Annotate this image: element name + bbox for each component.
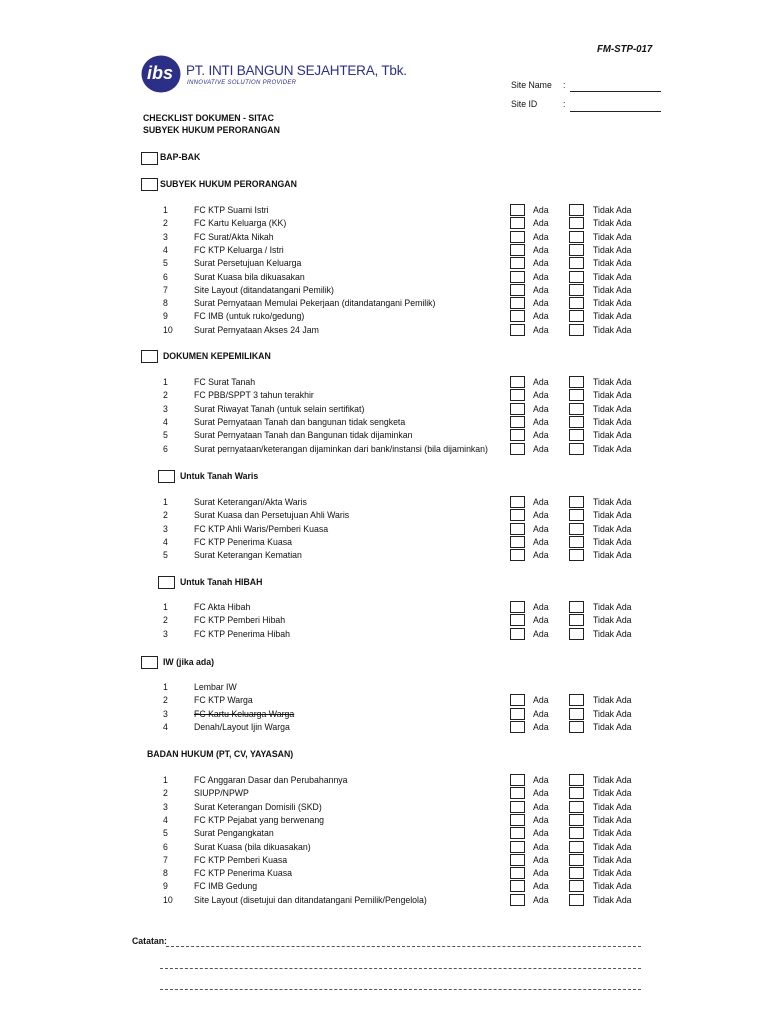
company-tagline: INNOVATIVE SOLUTION PROVIDER [187,80,297,86]
ada-checkbox[interactable] [510,827,525,839]
item-number: 2 [163,788,168,800]
item-label: Site Layout (disetujui dan ditandatangani Pemilik/Pengelola) [194,894,427,906]
ada-checkbox[interactable] [510,284,525,296]
tidak-ada-checkbox[interactable] [569,880,584,892]
checklist-row [0,430,768,443]
ada-label: Ada [533,814,549,826]
item-number: 4 [163,721,168,733]
checklist-row [0,881,768,894]
item-number: 9 [163,881,168,893]
ada-checkbox[interactable] [510,536,525,548]
ada-checkbox[interactable] [510,880,525,892]
company-logo [141,55,181,93]
hibah-title: Untuk Tanah HIBAH [180,577,263,588]
item-number: 5 [163,828,168,840]
checklist-row [0,232,768,245]
ada-checkbox[interactable] [510,257,525,269]
ada-checkbox[interactable] [510,854,525,866]
tidak-ada-checkbox[interactable] [569,324,584,336]
tidak-ada-label: Tidak Ada [593,868,632,880]
ada-label: Ada [533,708,549,720]
item-label: Surat Pernyataan Tanah dan Bangunan tidak dijaminkan [194,430,413,442]
item-number: 1 [163,205,168,216]
tidak-ada-checkbox[interactable] [569,284,584,296]
tidak-ada-label: Tidak Ada [593,298,632,310]
tidak-ada-checkbox[interactable] [569,841,584,853]
ada-checkbox[interactable] [510,694,525,706]
tidak-ada-label: Tidak Ada [593,510,632,522]
tidak-ada-label: Tidak Ada [593,324,632,336]
item-label: Surat Pengangkatan [194,828,274,840]
bap-checkbox[interactable] [141,152,158,165]
item-label: Surat Kuasa bila dikuasakan [194,271,305,283]
ada-checkbox[interactable] [510,614,525,626]
ada-label: Ada [533,258,549,270]
checklist-row [0,682,768,695]
company-name: PT. INTI BANGUN SEJAHTERA, Tbk. [186,63,407,78]
ada-checkbox[interactable] [510,244,525,256]
tidak-ada-checkbox[interactable] [569,601,584,613]
checklist-row [0,524,768,537]
checklist-row [0,709,768,722]
ada-checkbox[interactable] [510,774,525,786]
tidak-ada-checkbox[interactable] [569,694,584,706]
ada-checkbox[interactable] [510,429,525,441]
tidak-ada-checkbox[interactable] [569,257,584,269]
checklist-row [0,311,768,324]
ada-label: Ada [533,311,549,323]
ada-label: Ada [533,284,549,296]
item-label: FC IMB Gedung [194,881,258,893]
ada-checkbox[interactable] [510,721,525,733]
checklist-row [0,828,768,841]
tidak-ada-label: Tidak Ada [593,721,632,733]
item-number: 5 [163,430,168,442]
checklist-row [0,390,768,403]
ada-label: Ada [533,775,549,786]
checklist-row [0,815,768,828]
item-number: 4 [163,814,168,826]
ada-checkbox[interactable] [510,787,525,799]
item-number: 1 [163,602,168,613]
item-number: 8 [163,298,168,310]
item-number: 3 [163,708,168,720]
tidak-ada-label: Tidak Ada [593,205,632,216]
tidak-ada-checkbox[interactable] [569,536,584,548]
catatan-line-2[interactable] [160,968,641,969]
tidak-ada-checkbox[interactable] [569,271,584,283]
ada-label: Ada [533,841,549,853]
item-number: 2 [163,510,168,522]
item-label: Surat Kuasa (bila dikuasakan) [194,841,311,853]
ada-checkbox[interactable] [510,523,525,535]
item-label: Surat Keterangan Domisili (SKD) [194,801,322,813]
waris-checkbox[interactable] [158,470,175,483]
ada-label: Ada [533,497,549,508]
checklist-row [0,258,768,271]
item-label: FC PBB/SPPT 3 tahun terakhir [194,390,314,402]
tidak-ada-label: Tidak Ada [593,801,632,813]
item-label: Denah/Layout Ijin Warga [194,721,290,733]
tidak-ada-label: Tidak Ada [593,390,632,402]
item-number: 9 [163,311,168,323]
site-id-field[interactable] [570,111,661,112]
ada-label: Ada [533,550,549,562]
ada-label: Ada [533,205,549,216]
tidak-ada-label: Tidak Ada [593,602,632,613]
item-label: Surat pernyataan/keterangan dijaminkan dari bank/instansi (bila dijaminkan) [194,443,488,455]
checklist-row [0,245,768,258]
ada-label: Ada [533,231,549,243]
ada-label: Ada [533,523,549,535]
tidak-ada-label: Tidak Ada [593,708,632,720]
item-label: Surat Riwayat Tanah (untuk selain sertifikat) [194,403,365,415]
waris-title: Untuk Tanah Waris [180,471,259,482]
checklist-row [0,325,768,338]
tidak-ada-checkbox[interactable] [569,854,584,866]
item-label: FC KTP Suami Istri [194,205,269,216]
checklist-row [0,788,768,801]
checklist-row [0,444,768,457]
ada-checkbox[interactable] [510,496,525,508]
checklist-row [0,775,768,788]
ada-checkbox[interactable] [510,509,525,521]
ada-checkbox[interactable] [510,310,525,322]
ada-label: Ada [533,868,549,880]
checklist-row [0,855,768,868]
item-number: 6 [163,841,168,853]
catatan-label: Catatan: [132,936,167,947]
item-number: 3 [163,403,168,415]
ada-label: Ada [533,298,549,310]
item-number: 4 [163,416,168,428]
ada-checkbox[interactable] [510,324,525,336]
item-number: 10 [163,324,173,336]
item-number: 6 [163,443,168,455]
item-number: 7 [163,284,168,296]
item-number: 5 [163,550,168,562]
checklist-row [0,285,768,298]
tidak-ada-checkbox[interactable] [569,231,584,243]
tidak-ada-label: Tidak Ada [593,615,632,627]
ada-label: Ada [533,788,549,800]
item-label: FC KTP Penerima Hibah [194,628,291,640]
ada-checkbox[interactable] [510,867,525,879]
ada-label: Ada [533,218,549,230]
item-label: Surat Persetujuan Keluarga [194,258,302,270]
hibah-checkbox[interactable] [158,576,175,589]
tidak-ada-label: Tidak Ada [593,218,632,230]
tidak-ada-checkbox[interactable] [569,867,584,879]
site-name-label: Site Name [511,80,552,91]
item-number: 1 [163,377,168,388]
ada-checkbox[interactable] [510,389,525,401]
ada-label: Ada [533,602,549,613]
item-label: Site Layout (ditandatangani Pemilik) [194,284,334,296]
doc-title: CHECKLIST DOKUMEN - SITAC [143,113,274,124]
checklist-row [0,218,768,231]
item-label: Surat Pernyataan Tanah dan bangunan tidak sengketa [194,416,406,428]
ada-label: Ada [533,377,549,388]
item-label: FC Surat Tanah [194,377,256,388]
checklist-row [0,868,768,881]
perorangan-checkbox[interactable] [141,178,158,191]
checklist-row [0,417,768,430]
item-label: Lembar IW [194,682,237,693]
item-number: 2 [163,615,168,627]
ada-label: Ada [533,894,549,906]
tidak-ada-label: Tidak Ada [593,536,632,548]
tidak-ada-label: Tidak Ada [593,443,632,455]
item-number: 3 [163,231,168,243]
tidak-ada-checkbox[interactable] [569,389,584,401]
badan-title: BADAN HUKUM (PT, CV, YAYASAN) [147,749,294,760]
tidak-ada-label: Tidak Ada [593,416,632,428]
ada-checkbox[interactable] [510,628,525,640]
item-label: FC Kartu Keluarga (KK) [194,218,287,230]
tidak-ada-label: Tidak Ada [593,788,632,800]
ada-label: Ada [533,430,549,442]
tidak-ada-label: Tidak Ada [593,430,632,442]
catatan-line-3[interactable] [160,989,641,990]
item-label: FC Akta Hibah [194,602,251,613]
checklist-row [0,602,768,615]
ada-checkbox[interactable] [510,416,525,428]
checklist-row [0,695,768,708]
item-number: 1 [163,775,168,786]
ada-checkbox[interactable] [510,376,525,388]
iw-title: IW (jika ada) [163,657,215,668]
tidak-ada-checkbox[interactable] [569,827,584,839]
tidak-ada-label: Tidak Ada [593,775,632,786]
item-number: 1 [163,682,168,693]
ada-checkbox[interactable] [510,443,525,455]
ada-label: Ada [533,801,549,813]
ada-checkbox[interactable] [510,894,525,906]
item-number: 2 [163,218,168,230]
ada-checkbox[interactable] [510,601,525,613]
item-label: Surat Pernyataan Akses 24 Jam [194,324,319,336]
form-code: FM-STP-017 [597,43,653,55]
tidak-ada-checkbox[interactable] [569,443,584,455]
tidak-ada-checkbox[interactable] [569,628,584,640]
site-name-field[interactable] [570,91,661,92]
item-label: FC KTP Pejabat yang berwenang [194,814,325,826]
item-number: 10 [163,894,173,906]
ada-checkbox[interactable] [510,217,525,229]
item-label: FC Kartu Keluarga Warga [194,708,295,720]
tidak-ada-label: Tidak Ada [593,854,632,866]
tidak-ada-label: Tidak Ada [593,497,632,508]
tidak-ada-label: Tidak Ada [593,881,632,893]
tidak-ada-checkbox[interactable] [569,310,584,322]
checklist-row [0,537,768,550]
ada-label: Ada [533,536,549,548]
item-number: 2 [163,695,168,707]
ada-label: Ada [533,443,549,455]
checklist-row [0,629,768,642]
tidak-ada-label: Tidak Ada [593,311,632,323]
ada-label: Ada [533,881,549,893]
ada-label: Ada [533,390,549,402]
item-number: 7 [163,854,168,866]
doc-subtitle: SUBYEK HUKUM PERORANGAN [143,125,280,136]
tidak-ada-checkbox[interactable] [569,204,584,216]
ada-checkbox[interactable] [510,297,525,309]
tidak-ada-checkbox[interactable] [569,549,584,561]
ada-label: Ada [533,721,549,733]
bap-title: BAP-BAK [160,152,201,163]
item-number: 3 [163,801,168,813]
tidak-ada-checkbox[interactable] [569,496,584,508]
item-label: FC KTP Penerima Kuasa [194,536,292,548]
item-number: 3 [163,628,168,640]
logo-text: ibs [147,63,174,83]
item-label: Surat Pernyataan Memulai Pekerjaan (ditandatangani Pemilik) [194,298,436,310]
item-number: 6 [163,271,168,283]
item-label: Surat Keterangan Kematian [194,550,302,562]
ada-checkbox[interactable] [510,231,525,243]
tidak-ada-checkbox[interactable] [569,774,584,786]
ada-checkbox[interactable] [510,549,525,561]
item-number: 3 [163,523,168,535]
tidak-ada-checkbox[interactable] [569,297,584,309]
item-label: FC KTP Penerima Kuasa [194,868,292,880]
item-label: Surat Keterangan/Akta Waris [194,497,307,508]
tidak-ada-label: Tidak Ada [593,628,632,640]
ada-label: Ada [533,403,549,415]
checklist-row [0,550,768,563]
checklist-row [0,615,768,628]
iw-checkbox[interactable] [141,656,158,669]
ada-label: Ada [533,271,549,283]
tidak-ada-checkbox[interactable] [569,787,584,799]
tidak-ada-checkbox[interactable] [569,614,584,626]
ada-checkbox[interactable] [510,708,525,720]
checklist-row [0,377,768,390]
ada-checkbox[interactable] [510,801,525,813]
checklist-row [0,895,768,908]
tidak-ada-label: Tidak Ada [593,403,632,415]
checklist-row [0,802,768,815]
tidak-ada-checkbox[interactable] [569,801,584,813]
ada-checkbox[interactable] [510,814,525,826]
tidak-ada-label: Tidak Ada [593,231,632,243]
tidak-ada-checkbox[interactable] [569,708,584,720]
site-id-label: Site ID [511,99,538,110]
site-id-sep: : [563,99,566,110]
item-label: FC Surat/Akta Nikah [194,231,274,243]
item-label: FC KTP Keluarga / Istri [194,244,284,256]
item-number: 2 [163,390,168,402]
tidak-ada-label: Tidak Ada [593,814,632,826]
tidak-ada-checkbox[interactable] [569,416,584,428]
ada-checkbox[interactable] [510,841,525,853]
tidak-ada-checkbox[interactable] [569,814,584,826]
ada-label: Ada [533,615,549,627]
ada-label: Ada [533,324,549,336]
site-name-sep: : [563,80,566,91]
item-label: Surat Kuasa dan Persetujuan Ahli Waris [194,510,350,522]
catatan-line-1[interactable] [166,946,641,947]
item-label: FC KTP Ahli Waris/Pemberi Kuasa [194,523,329,535]
item-number: 1 [163,497,168,508]
item-label: FC IMB (untuk ruko/gedung) [194,311,305,323]
checklist-row [0,272,768,285]
tidak-ada-label: Tidak Ada [593,841,632,853]
item-label: FC KTP Warga [194,695,253,707]
ada-label: Ada [533,695,549,707]
tidak-ada-label: Tidak Ada [593,550,632,562]
tidak-ada-label: Tidak Ada [593,695,632,707]
checklist-row [0,510,768,523]
checklist-row [0,404,768,417]
tidak-ada-checkbox[interactable] [569,403,584,415]
tidak-ada-checkbox[interactable] [569,429,584,441]
ada-checkbox[interactable] [510,204,525,216]
perorangan-title: SUBYEK HUKUM PERORANGAN [160,179,297,190]
item-number: 4 [163,536,168,548]
tidak-ada-label: Tidak Ada [593,377,632,388]
item-label: SIUPP/NPWP [194,788,249,800]
kepemilikan-checkbox[interactable] [141,350,158,363]
checklist-row [0,842,768,855]
item-number: 8 [163,868,168,880]
tidak-ada-checkbox[interactable] [569,244,584,256]
tidak-ada-label: Tidak Ada [593,828,632,840]
item-label: FC KTP Pemberi Hibah [194,615,286,627]
item-label: FC KTP Pemberi Kuasa [194,854,288,866]
checklist-row [0,205,768,218]
ada-label: Ada [533,510,549,522]
tidak-ada-label: Tidak Ada [593,894,632,906]
ada-checkbox[interactable] [510,403,525,415]
tidak-ada-checkbox[interactable] [569,523,584,535]
item-number: 4 [163,244,168,256]
tidak-ada-checkbox[interactable] [569,721,584,733]
checklist-row [0,722,768,735]
ada-label: Ada [533,854,549,866]
ada-checkbox[interactable] [510,271,525,283]
tidak-ada-label: Tidak Ada [593,271,632,283]
tidak-ada-checkbox[interactable] [569,217,584,229]
tidak-ada-checkbox[interactable] [569,894,584,906]
item-label: FC Anggaran Dasar dan Perubahannya [194,775,348,786]
checklist-row [0,298,768,311]
ada-label: Ada [533,828,549,840]
tidak-ada-label: Tidak Ada [593,258,632,270]
tidak-ada-label: Tidak Ada [593,244,632,256]
tidak-ada-label: Tidak Ada [593,284,632,296]
tidak-ada-checkbox[interactable] [569,376,584,388]
ada-label: Ada [533,244,549,256]
item-number: 5 [163,258,168,270]
ada-label: Ada [533,628,549,640]
tidak-ada-label: Tidak Ada [593,523,632,535]
kepemilikan-title: DOKUMEN KEPEMILIKAN [163,351,271,362]
checklist-row [0,497,768,510]
ada-label: Ada [533,416,549,428]
tidak-ada-checkbox[interactable] [569,509,584,521]
